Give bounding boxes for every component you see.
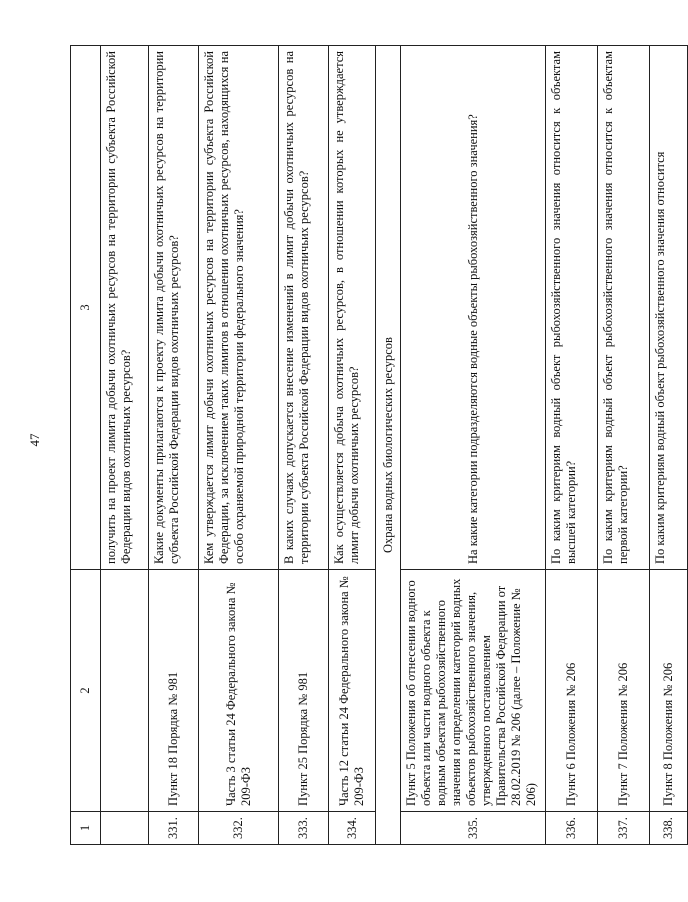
table-row <box>329 46 376 845</box>
row-source: Пункт 6 Положения № 206 <box>546 570 598 812</box>
rotated-table-wrapper <box>70 45 675 845</box>
row-number <box>101 812 149 845</box>
row-source <box>101 570 149 812</box>
row-number: 331. <box>149 812 199 845</box>
row-source: Часть 3 статьи 24 Федерального закона № 209-ФЗ <box>199 570 279 812</box>
row-source: Часть 12 статьи 24 Федерального закона № 209-ФЗ <box>329 570 376 812</box>
header-col-2: 2 <box>71 570 101 812</box>
header-col-1: 1 <box>71 812 101 845</box>
row-number: 336. <box>546 812 598 845</box>
row-question: Как осуществляется добыча охотничьих ресурсов, в отношении которых не утверждается лимит добычи охотничьих ресурсов? <box>329 46 376 570</box>
row-question: По каким критериям водный объект рыбохозяйственного значения относится к объектам первой категории? <box>598 46 650 570</box>
section-title: Охрана водных биологических ресурсов <box>376 46 401 845</box>
table-header-row <box>71 46 101 845</box>
table-row <box>598 46 650 845</box>
row-number: 333. <box>279 812 329 845</box>
row-number: 332. <box>199 812 279 845</box>
row-number: 337. <box>598 812 650 845</box>
row-source: Пункт 18 Порядка № 981 <box>149 570 199 812</box>
section-row <box>376 46 401 845</box>
row-question: Какие документы прилагаются к проекту лимита добычи охотничьих ресурсов на территории субъекта Российской Федерации видов охотничьих ресурсов? <box>149 46 199 570</box>
row-number: 338. <box>650 812 688 845</box>
table-row <box>199 46 279 845</box>
row-source: Пункт 5 Положения об отнесении водного объекта или части водного объекта к водным объектам рыбохозяйственного значения и определении категорий водных объектов рыбохозяйственного значения, утвержденного постановлением Правительства Российской Федерации от 28.02.2019 № 206 (далее – Положение № 206) <box>401 570 546 812</box>
row-source: Пункт 8 Положения № 206 <box>650 570 688 812</box>
table-row <box>650 46 688 845</box>
table-row <box>149 46 199 845</box>
row-number: 335. <box>401 812 546 845</box>
table-row <box>546 46 598 845</box>
questions-table <box>70 45 688 845</box>
table-row <box>401 46 546 845</box>
row-source: Пункт 25 Порядка № 981 <box>279 570 329 812</box>
row-question: Кем утверждается лимит добычи охотничьих ресурсов на территории субъекта Российской Федерации, за исключением таких лимитов в отношении охотничьих ресурсов, находящихся на особо охраняемой природной территории федерального значения? <box>199 46 279 570</box>
page-number: 47 <box>27 433 42 447</box>
table-row <box>279 46 329 845</box>
table-row <box>101 46 149 845</box>
row-question: По каким критериям водный объект рыбохозяйственного значения относится <box>650 46 688 570</box>
row-source: Пункт 7 Положения № 206 <box>598 570 650 812</box>
row-question: На какие категории подразделяются водные объекты рыбохозяйственного значения? <box>401 46 546 570</box>
row-question: получить на проект лимита добычи охотничьих ресурсов на территории субъекта Российской Федерации видов охотничьих ресурсов? <box>101 46 149 570</box>
row-number: 334. <box>329 812 376 845</box>
row-question: В каких случаях допускается внесение изменений в лимит добычи охотничьих ресурсов на территории субъекта Российской Федерации видов охотничьих ресурсов? <box>279 46 329 570</box>
header-col-3: 3 <box>71 46 101 570</box>
row-question: По каким критериям водный объект рыбохозяйственного значения относится к объектам высшей категории? <box>546 46 598 570</box>
